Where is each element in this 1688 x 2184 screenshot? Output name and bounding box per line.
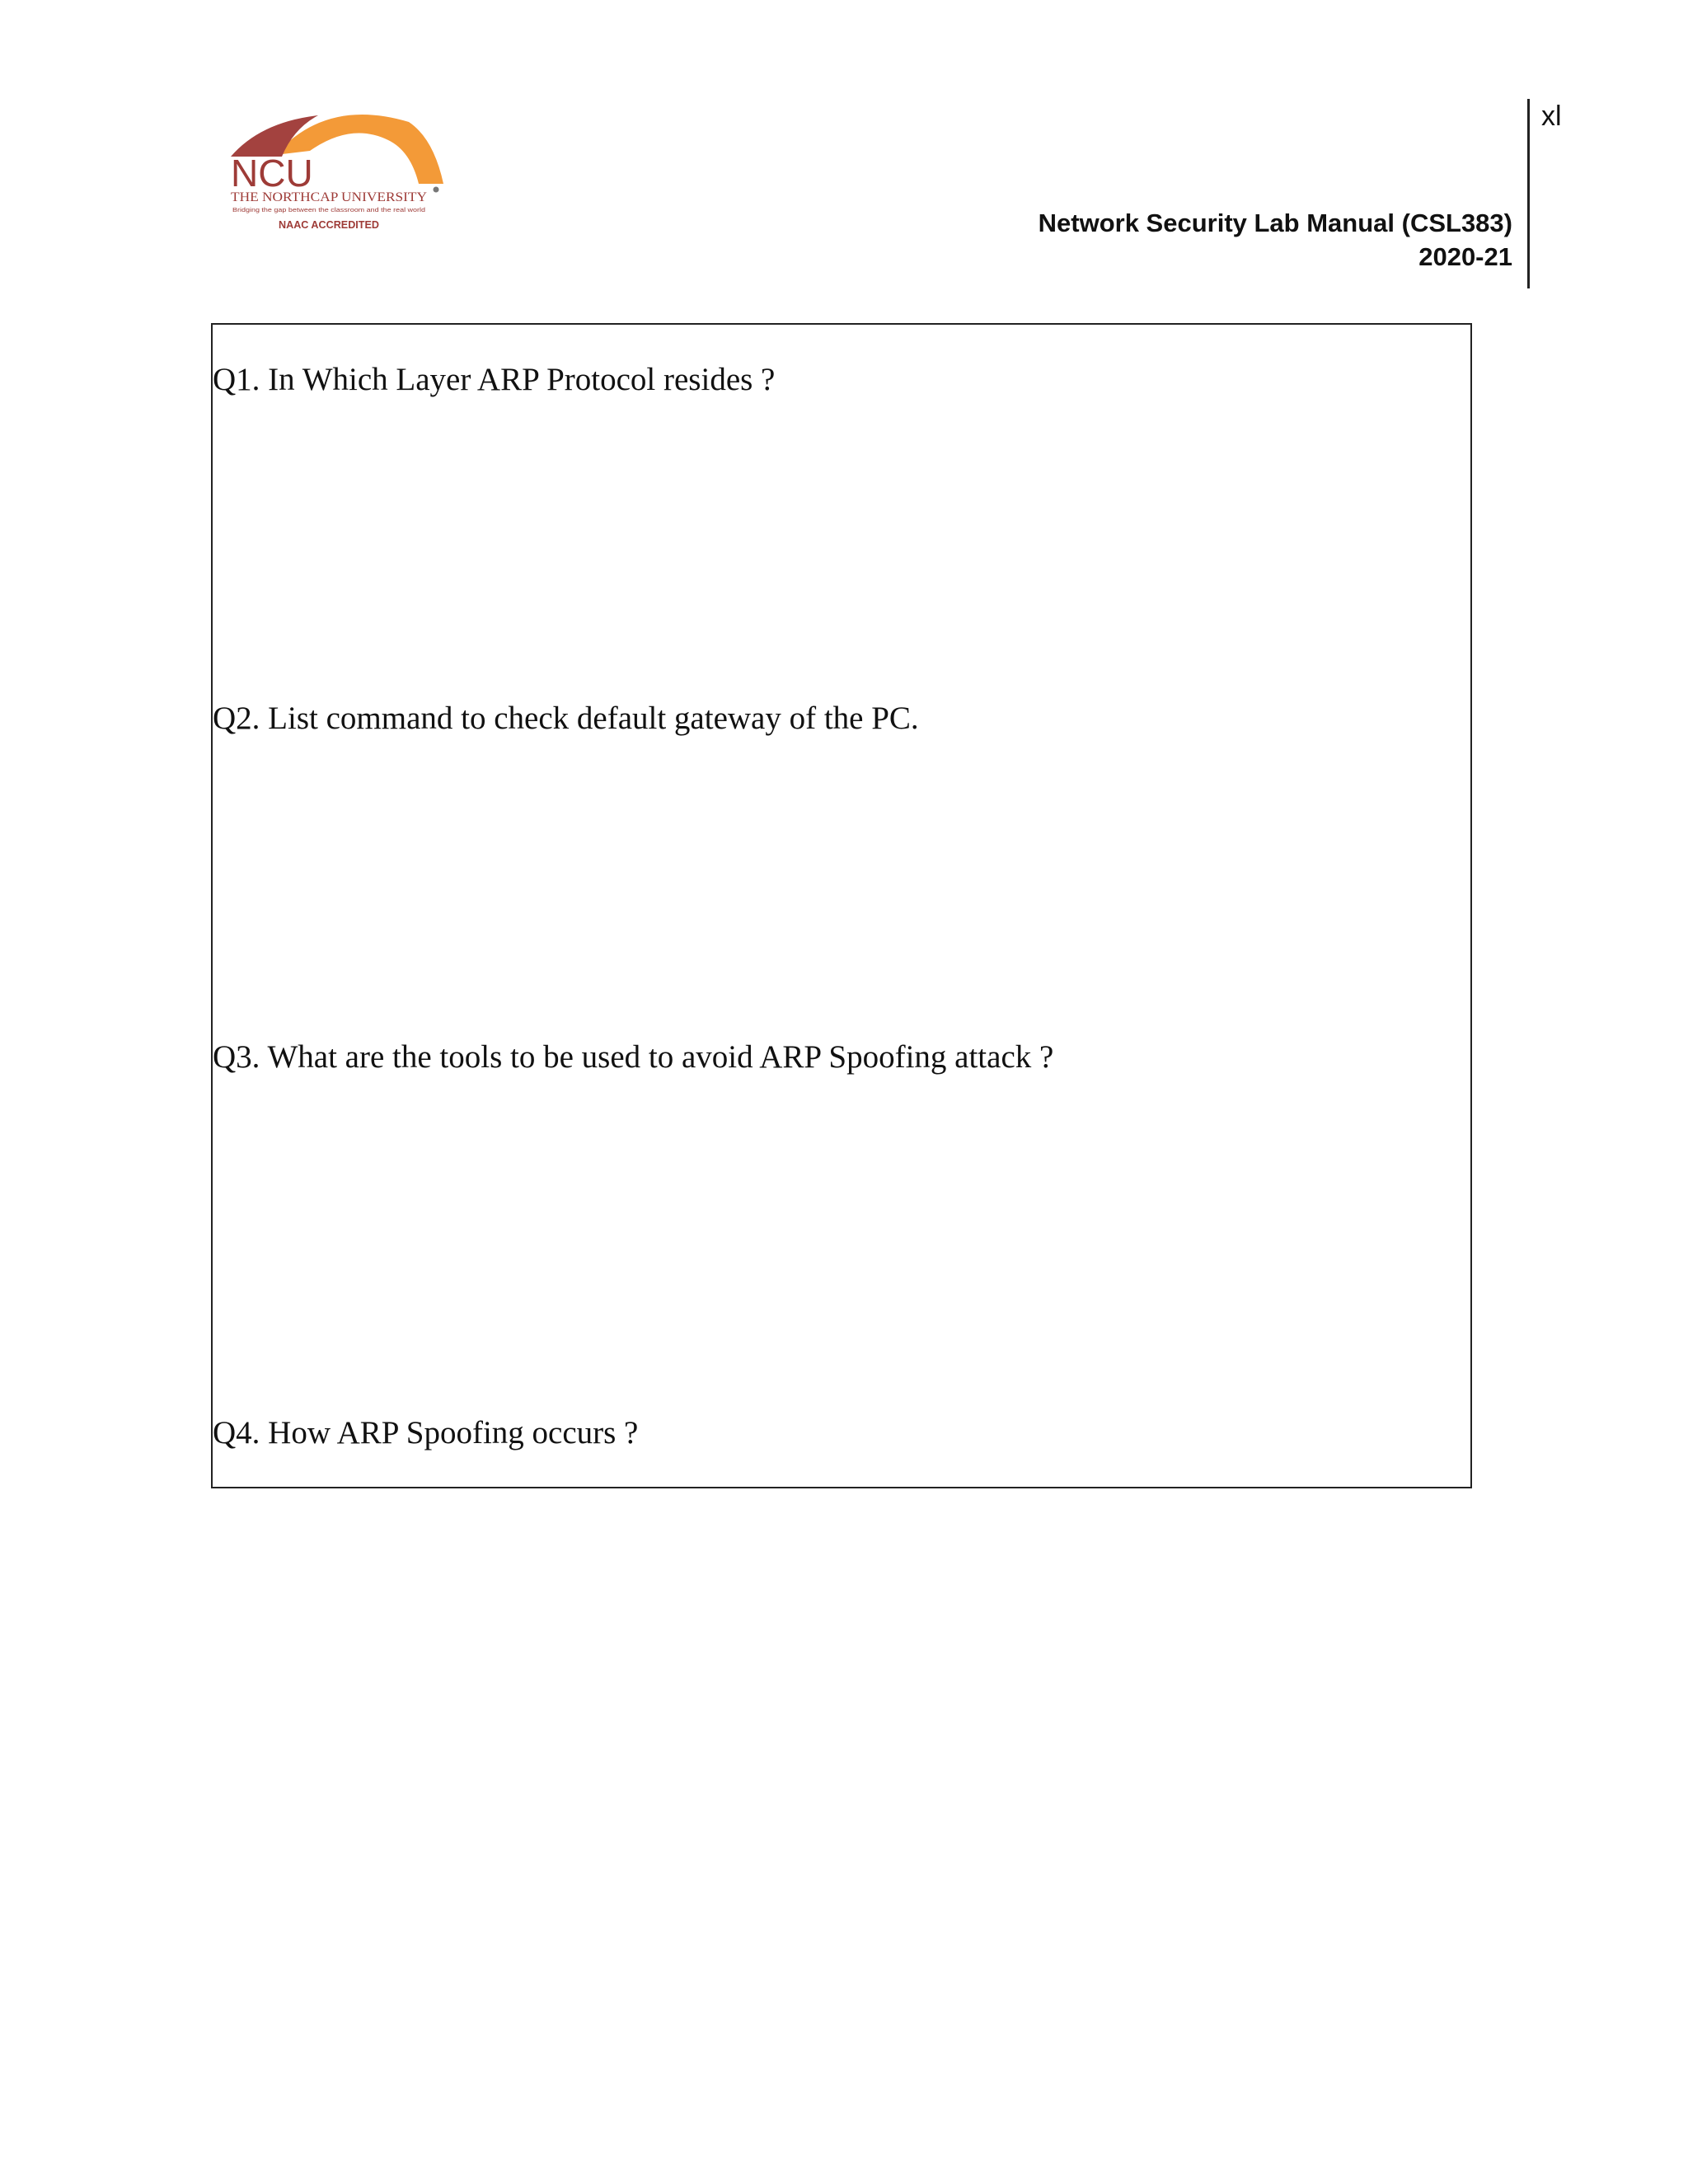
- registered-mark-icon: [434, 187, 439, 193]
- question-4: Q4. How ARP Spoofing occurs ?: [213, 1415, 639, 1451]
- ncu-logo-graphic: [227, 105, 450, 237]
- question-3: Q3. What are the tools to be used to avoid ARP Spoofing attack ?: [213, 1039, 1054, 1075]
- logo-wordmark: NCU: [231, 152, 313, 194]
- document-header: [1039, 206, 1512, 274]
- document-title: Network Security Lab Manual (CSL383): [1038, 209, 1512, 237]
- document-year: 2020-21: [1418, 242, 1512, 271]
- university-logo: [227, 105, 450, 237]
- logo-tagline: Bridging the gap between the classroom and the real world: [232, 208, 426, 213]
- questions-box: [211, 323, 1472, 1488]
- logo-accreditation: NAAC ACCREDITED: [279, 218, 379, 231]
- question-1: Q1. In Which Layer ARP Protocol resides ?: [213, 362, 776, 397]
- question-2: Q2. List command to check default gateway of the PC.: [213, 701, 919, 736]
- header-divider: [1527, 99, 1530, 288]
- logo-university-name: THE NORTHCAP UNIVERSITY: [231, 190, 427, 204]
- page-number: xl: [1541, 101, 1562, 132]
